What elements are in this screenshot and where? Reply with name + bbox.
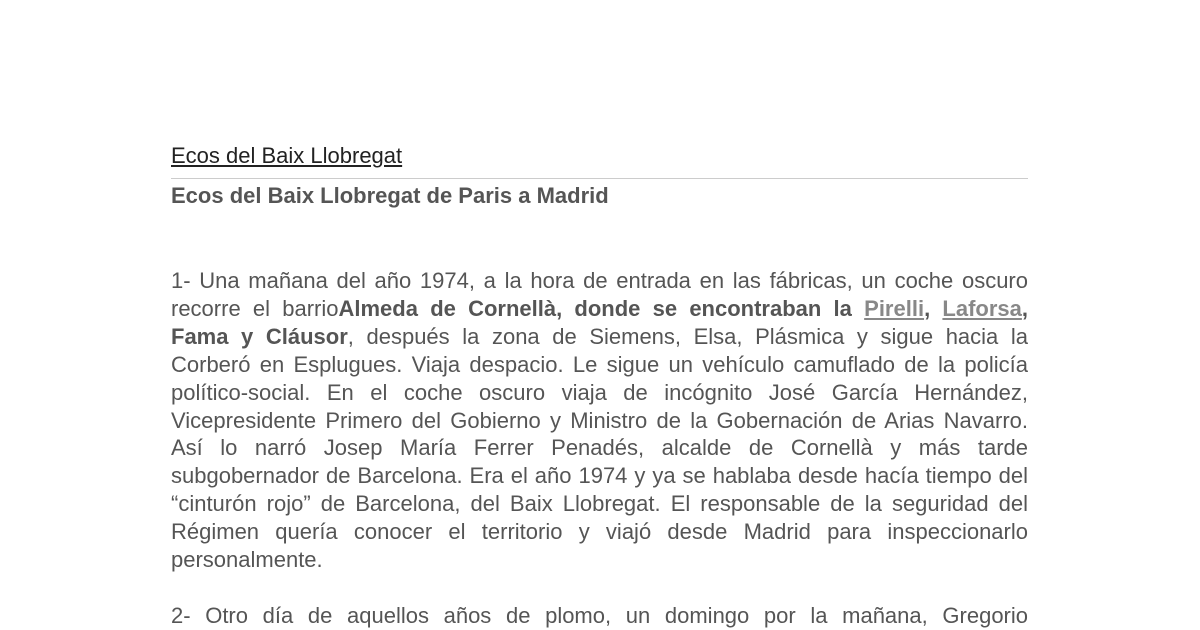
paragraph-1 — [171, 267, 1028, 574]
paragraph-2-text: 2- Otro día de aquellos años de plomo, un domingo por la mañana, Gregorio — [171, 602, 1028, 628]
divider — [171, 178, 1028, 179]
document-page — [171, 141, 1028, 630]
paragraph-2 — [171, 602, 1028, 630]
laforsa-link[interactable]: Laforsa — [942, 295, 1022, 321]
paragraph-1-bold-2: , — [924, 295, 943, 321]
paragraph-1-text-1: 1- Una mañana del año 1974, a la hora de entrada en las fábricas, un coche oscuro recorre el barrio — [171, 268, 1028, 321]
paragraph-1-bold-1: Almeda de Cornellà, donde se encontraban la — [338, 295, 865, 321]
pirelli-link[interactable]: Pirelli — [864, 295, 925, 321]
article-title: Ecos del Baix Llobregat de Paris a Madrid — [171, 183, 609, 208]
site-title-link[interactable]: Ecos del Baix Llobregat — [171, 143, 403, 168]
paragraph-1-bold-3: , Fama y Cláusor — [171, 295, 1029, 349]
paragraph-1-text-2: , después la zona de Siemens, Elsa, Plásmica y sigue hacia la Corberó en Esplugues. Viaja despacio. Le sigue un vehículo camuflado de la policía político-social. En el coche oscuro viaja de incógnito José García Hernández, Vicepresidente Primero del Gobierno y Ministro de la Gobernación de Arias Navarro. Así lo narró Josep María Ferrer Penadés, alcalde de Cornellà y más tarde subgobernador de Barcelona. Era el año 1974 y ya se hablaba desde hacía tiempo del “cinturón rojo” de Barcelona, del Baix Llobregat. El responsable de la seguridad del Régimen quería conocer el territorio y viajó desde Madrid para inspeccionarlo personalmente. — [171, 323, 1029, 573]
